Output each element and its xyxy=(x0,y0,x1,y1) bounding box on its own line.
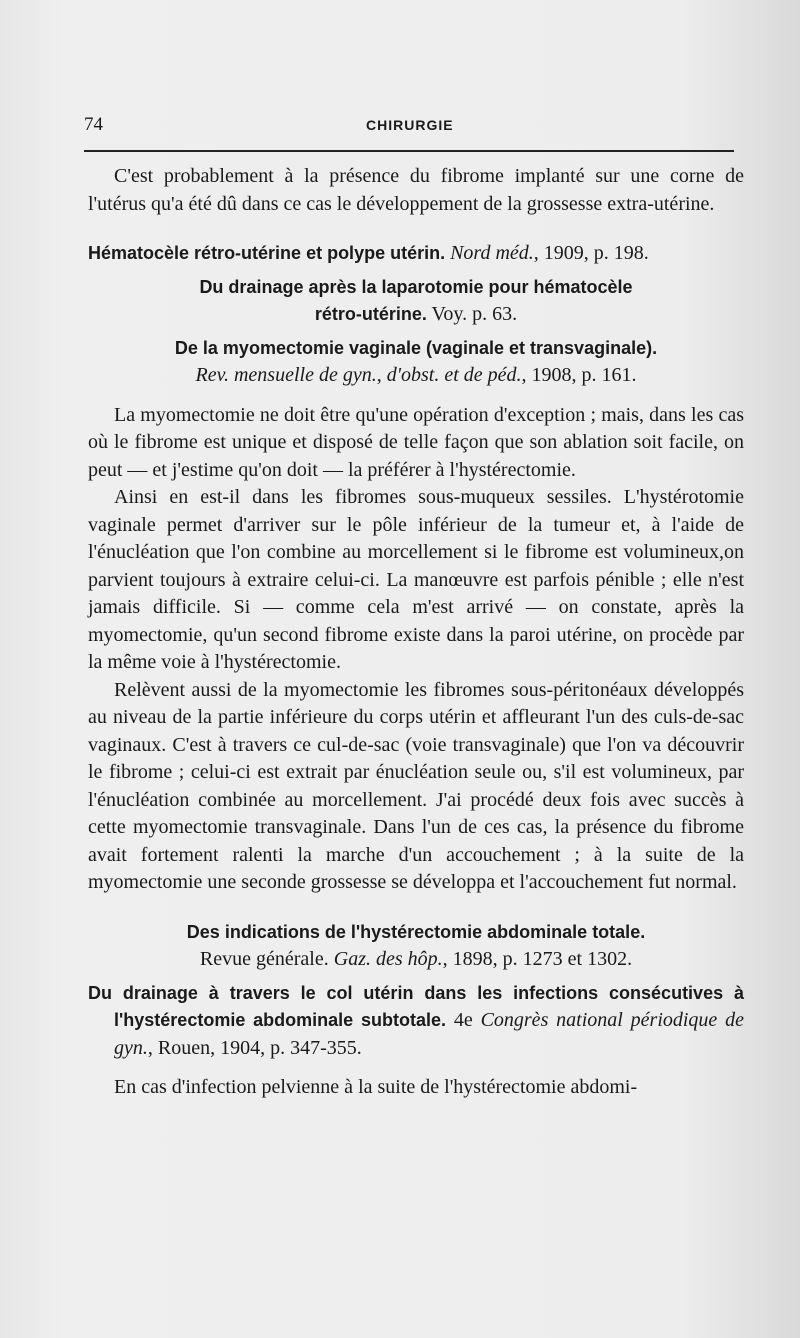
entry-details: , 1908, p. 161. xyxy=(521,364,637,386)
entry-details: , Rouen, 1904, p. 347-355. xyxy=(147,1036,362,1059)
entry-source: Rev. mensuelle de gyn., d'obst. et de péd. xyxy=(195,364,522,386)
body-paragraph: Ainsi en est-il dans les fibromes sous-muqueux sessiles. L'hystérotomie vaginale permet d'arriver sur le pôle inférieur de la tumeur et, à l'aide de l'énucléation que l'on combine au morcellement si le fibrome est volumineux,on parvient toujours à extraire celui-ci. La manœuvre est parfois pénible ; elle n'est jamais difficile. Si — comme cela m'est arrivé — on constate, après la myomectomie, qu'un second fibrome existe dans la paroi utérine, on procède par la même voie à l'hystérectomie. xyxy=(88,486,744,673)
page-body xyxy=(88,163,744,1102)
page-number: 74 xyxy=(84,114,103,135)
intro-paragraph: C'est probablement à la présence du fibrome implanté sur une corne de l'utérus qu'a été dû dans ce cas le développement de la grossesse extra-utérine. xyxy=(88,165,744,215)
body-paragraph: Relèvent aussi de la myomectomie les fibromes sous-péritonéaux développés au niveau de la partie inférieure du corps utérin et affleurant l'un des culs-de-sac vaginaux. C'est à travers ce cul-de-sac (voie transvaginale) que l'on va découvrir le fibrome ; celui-ci est extrait par énucléation seule ou, s'il est volumineux, par l'énucléation combinée au morcellement. J'ai procédé deux fois avec succès à cette myomectomie transvaginale. Dans l'un de ces cas, la présence du fibrome avait fortement ralenti la marche d'un accouchement ; à la suite de la myomectomie une seconde grossesse se développa et l'accouchement fut normal. xyxy=(88,678,744,893)
header-rule xyxy=(84,150,734,152)
entry-title: Du drainage à travers le col utérin dans les infections consécutives à l'hystérectomie abdominale subtotale. xyxy=(88,982,744,1030)
bibliography-entry xyxy=(88,240,744,268)
entry-details: , 1898, p. 1273 et 1302. xyxy=(442,948,633,970)
entry-title-line: rétro-utérine. xyxy=(314,304,427,324)
entry-title: Des indications de l'hystérectomie abdominale totale. xyxy=(186,921,646,942)
page-header xyxy=(84,112,734,142)
bibliography-entry xyxy=(88,980,744,1063)
running-head: CHIRURGIE xyxy=(366,117,454,133)
entry-title-line: Du drainage après la laparotomie pour hématocèle xyxy=(199,276,633,297)
body-paragraph: En cas d'infection pelvienne à la suite de l'hystérectomie abdomi- xyxy=(114,1076,638,1098)
entry-details: Voy. p. 63. xyxy=(431,303,518,325)
entry-source: Gaz. des hôp. xyxy=(333,948,443,970)
bibliography-entry xyxy=(88,274,744,329)
entry-prefix: Revue générale. xyxy=(199,948,329,970)
entry-prefix: 4e xyxy=(453,1009,473,1031)
bibliography-entry xyxy=(88,919,744,974)
entry-source: Nord méd. xyxy=(450,242,534,264)
body-paragraph: La myomectomie ne doit être qu'une opération d'exception ; mais, dans les cas où le fibrome est unique et disposé de telle façon que son ablation soit facile, on peut — et j'estime qu'on doit — la préférer à l'hystérectomie. xyxy=(88,403,744,481)
entry-source: Congrès national périodique de gyn. xyxy=(114,1009,745,1059)
entry-details: , 1909, p. 198. xyxy=(533,242,649,264)
entry-title: Hématocèle rétro-utérine et polype utérin. xyxy=(88,243,446,263)
bibliography-entry xyxy=(88,335,744,390)
entry-title: De la myomectomie vaginale (vaginale et transvaginale). xyxy=(174,337,658,358)
